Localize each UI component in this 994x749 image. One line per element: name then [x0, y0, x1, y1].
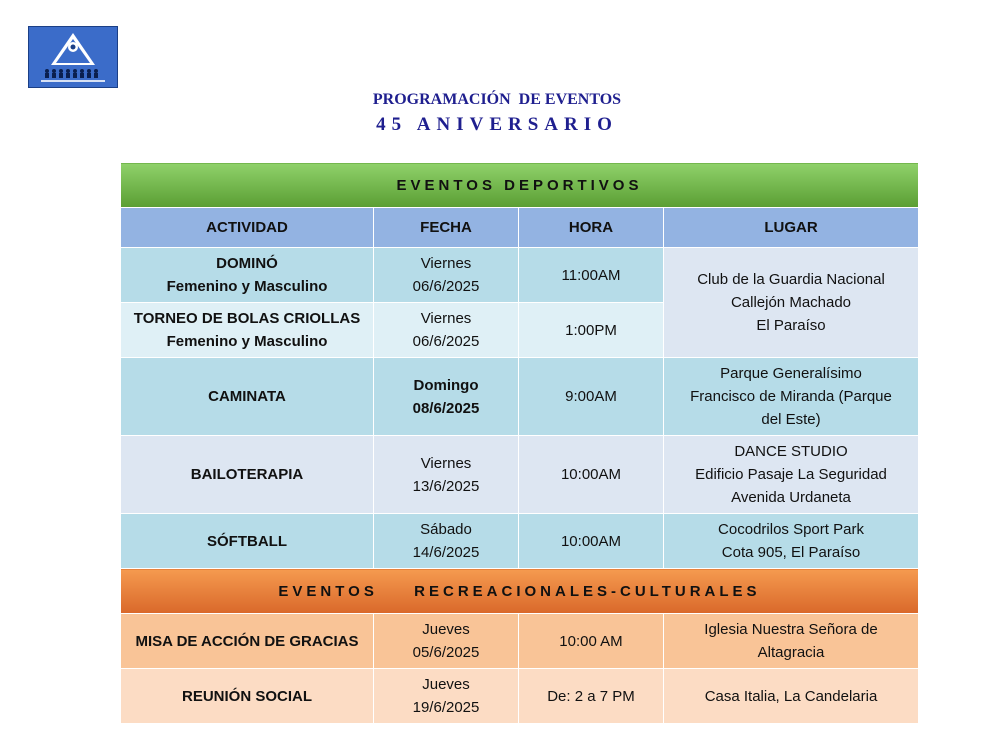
date-weekday: Viernes	[420, 255, 472, 272]
date-weekday: Viernes	[420, 454, 472, 472]
place-cell	[664, 669, 919, 724]
activity-name: BAILOTERAPIA	[190, 466, 304, 483]
date-cell	[374, 436, 519, 514]
column-header-lugar: LUGAR	[664, 208, 919, 248]
place-line: El Paraíso	[756, 317, 826, 334]
time-cell: 10:00AM	[519, 436, 664, 514]
date-value: 06/6/2025	[412, 333, 480, 350]
activity-name: SÓFTBALL	[207, 532, 287, 550]
band-deportivos	[121, 163, 919, 208]
place-line: Club de la Guardia Nacional	[697, 271, 885, 288]
time-cell: 10:00AM	[519, 514, 664, 569]
activity-name: CAMINATA	[208, 388, 286, 405]
date-value: 13/6/2025	[412, 477, 480, 495]
time-cell: 10:00 AM	[519, 614, 664, 669]
activity-cell	[121, 436, 374, 514]
place-line: Callejón Machado	[730, 294, 852, 311]
activity-cell	[121, 614, 374, 669]
table-row	[121, 248, 919, 303]
date-value: 19/6/2025	[412, 699, 480, 716]
activity-cell	[121, 358, 374, 436]
page-title: PROGRAMACIÓN DE EVENTOS	[372, 91, 622, 108]
activity-cell	[121, 669, 374, 724]
activity-cell	[121, 514, 374, 569]
date-weekday: Viernes	[420, 310, 472, 327]
place-line: Casa Italia, La Candelaria	[704, 687, 878, 705]
activity-cell	[121, 248, 374, 303]
events-table	[120, 162, 919, 724]
place-line: DANCE STUDIO	[734, 443, 848, 460]
date-weekday: Jueves	[422, 676, 470, 693]
page-subtitle: 45 ANIVERSARIO	[376, 114, 618, 135]
place-cell	[664, 436, 919, 514]
activity-detail: Femenino y Masculino	[166, 278, 328, 295]
place-cell	[664, 248, 919, 358]
place-line: Cota 905, El Paraíso	[721, 544, 861, 561]
activity-name: MISA DE ACCIÓN DE GRACIAS	[135, 632, 359, 650]
date-weekday: Domingo	[413, 376, 479, 394]
table-row	[121, 614, 919, 669]
time-cell: 11:00AM	[519, 248, 664, 303]
activity-cell	[121, 303, 374, 358]
activity-name: REUNIÓN SOCIAL	[181, 687, 312, 705]
date-value: 06/6/2025	[412, 278, 480, 295]
band-recreacionales	[121, 569, 919, 614]
column-header-fecha: FECHA	[374, 208, 519, 248]
time-cell: De: 2 a 7 PM	[519, 669, 664, 724]
date-weekday: Jueves	[422, 621, 470, 638]
activity-name: DOMINÓ	[216, 255, 278, 272]
date-value: 05/6/2025	[412, 644, 480, 661]
place-line: Cocodrilos Sport Park	[718, 521, 864, 538]
place-cell	[664, 358, 919, 436]
column-header-hora: HORA	[519, 208, 664, 248]
place-line: Parque Generalísimo	[720, 365, 862, 382]
place-line: Edificio Pasaje La Seguridad	[695, 466, 887, 483]
date-cell	[374, 614, 519, 669]
table-row	[121, 514, 919, 569]
place-line: del Este)	[761, 411, 821, 428]
date-cell	[374, 248, 519, 303]
place-cell	[664, 614, 919, 669]
place-line: Iglesia Nuestra Señora de	[704, 621, 878, 638]
activity-detail: Femenino y Masculino	[166, 333, 328, 350]
table-row	[121, 669, 919, 724]
date-cell	[374, 303, 519, 358]
place-line: Altagracia	[757, 644, 825, 661]
association-emblem-icon	[28, 26, 118, 88]
date-weekday: Sábado	[420, 521, 472, 538]
place-cell	[664, 514, 919, 569]
column-header-actividad: ACTIVIDAD	[121, 208, 374, 248]
date-value: 14/6/2025	[412, 544, 480, 561]
date-value: 08/6/2025	[412, 399, 480, 417]
date-cell	[374, 514, 519, 569]
date-cell	[374, 358, 519, 436]
band-recreacionales-label: EVENTOS RECREACIONALES-CULTURALES	[121, 569, 919, 614]
date-cell	[374, 669, 519, 724]
band-deportivos-label: EVENTOS DEPORTIVOS	[121, 163, 919, 208]
table-header	[121, 208, 919, 248]
place-line: Avenida Urdaneta	[731, 489, 851, 506]
place-line: Francisco de Miranda (Parque	[690, 388, 892, 405]
time-cell: 1:00PM	[519, 303, 664, 358]
time-cell: 9:00AM	[519, 358, 664, 436]
table-row	[121, 436, 919, 514]
table-row	[121, 358, 919, 436]
activity-name: TORNEO DE BOLAS CRIOLLAS	[133, 310, 361, 327]
